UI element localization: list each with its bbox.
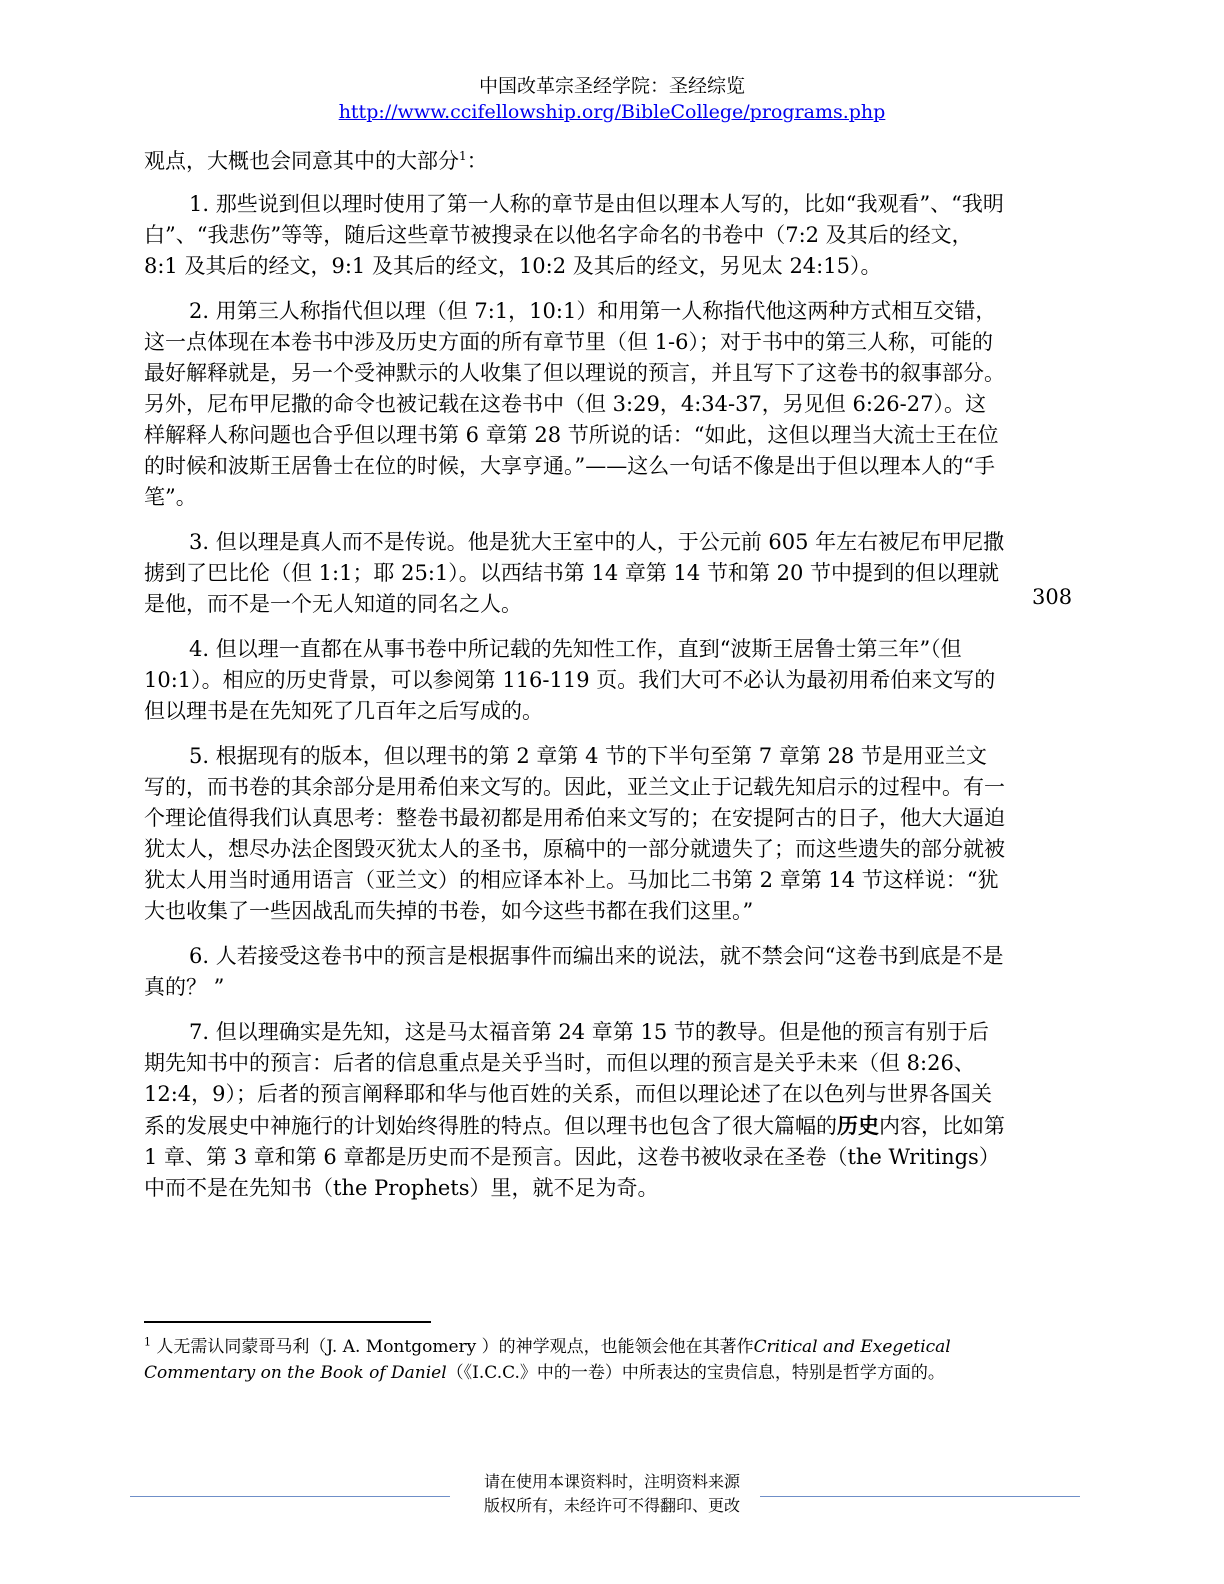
- header-title: 中国改革宗圣经学院：圣经综览: [478, 75, 745, 97]
- footer-line-1: 请在使用本课资料时，注明资料来源: [483, 1472, 740, 1491]
- body-text: [144, 146, 1006, 1218]
- paragraph-7-bold: 历史: [837, 1113, 879, 1138]
- footnote-text-b: （《I.C.C.》中的一卷）中所表达的宝贵信息，特别是哲学方面的。: [446, 1363, 945, 1383]
- paragraph-7-text-b: 内容，比如第 1 章、第 3 章和第 6 章都是历史而不是预言。因此，这卷书被收录在圣卷（the Writings）中而不是在先知书（the Prophets）里，就不足为奇。: [144, 1114, 1005, 1200]
- footnote-text-a: 人无需认同蒙哥马利（J. A. Montgomery ）的神学观点，也能领会他在其著作: [151, 1337, 754, 1357]
- footer-line-2: 版权所有，未经许可不得翻印、更改: [483, 1496, 740, 1515]
- paragraph-6: 6. 人若接受这卷书中的预言是根据事件而编出来的说法，就不禁会问“这卷书到底是不是真的？ ”: [144, 944, 1004, 999]
- lead-text: 观点，大概也会同意其中的大部分: [144, 149, 459, 173]
- page-footer: [0, 1470, 1224, 1518]
- footnote-divider: [144, 1321, 431, 1323]
- paragraph-7-text-a: 7. 但以理确实是先知，这是马太福音第 24 章第 15 节的教导。但是他的预言有别于后期先知书中的预言：后者的信息重点是关乎当时，而但以理的预言是关乎未来（但 8:26、12:4，9）；后者的预言阐释耶和华与他百姓的关系，而但以理论述了在以色列与世界各国关系的发展史中神施行的计划始终得胜的特点。但以理书也包含了很大篇幅的: [144, 1020, 993, 1138]
- lead-paragraph: [144, 146, 1006, 177]
- footnote-book-title: Critical and Exegetical Commentary on the Book of Daniel: [144, 1337, 951, 1383]
- page-number: 308: [1032, 585, 1073, 609]
- paragraph-2: 2. 用第三人称指代但以理（但 7:1，10:1）和用第一人称指代他这两种方式相互交错，这一点体现在本卷书中涉及历史方面的所有章节里（但 1-6）；对于书中的第三人称，可能的最好解释就是，另一个受神默示的人收集了但以理说的预言，并且写下了这卷书的叙事部分。另外，尼布甲尼撒的命令也被记载在这卷书中（但 3:29，4:34-37，另见但 6:26-27）。这样解释人称问题也合乎但以理书第 6 章第 28 节所说的话：“如此，这但以理当大流士王在位的时候和波斯王居鲁士在位的时候，大享亨通。”——这么一句话不像是出于但以理本人的“手笔”。: [144, 299, 1005, 509]
- paragraph-3: 3. 但以理是真人而不是传说。他是犹大王室中的人，于公元前 605 年左右被尼布甲尼撒掳到了巴比伦（但 1:1；耶 25:1）。以西结书第 14 章第 14 节和第 20 节中提到的但以理就是他，而不是一个无人知道的同名之人。: [144, 530, 1005, 616]
- paragraph-4: 4. 但以理一直都在从事书卷中所记载的先知性工作，直到“波斯王居鲁士第三年”（但 10:1）。相应的历史背景，可以参阅第 116-119 页。我们大可不必认为最初用希伯来文写的但以理书是在先知死了几百年之后写成的。: [144, 637, 996, 723]
- page-header: [0, 72, 1224, 124]
- footnote-ref[interactable]: 1: [459, 149, 467, 163]
- footnote: [144, 1334, 1014, 1386]
- paragraph-5: 5. 根据现有的版本，但以理书的第 2 章第 4 节的下半句至第 7 章第 28 节是用亚兰文写的，而书卷的其余部分是用希伯来文写的。因此，亚兰文止于记载先知启示的过程中。有一个理论值得我们认真思考：整卷书最初都是用希伯来文写的；在安提阿古的日子，他大大逼迫犹太人，想尽办法企图毁灭犹太人的圣书，原稿中的一部分就遗失了；而这些遗失的部分就被犹太人用当时通用语言（亚兰文）的相应译本补上。马加比二书第 2 章第 14 节这样说：“犹大也收集了一些因战乱而失掉的书卷，如今这些书都在我们这里。”: [144, 744, 1005, 923]
- header-url-link[interactable]: http://www.ccifellowship.org/BibleCollege/programs.php: [338, 101, 886, 123]
- footnote-number: 1: [144, 1335, 151, 1349]
- paragraph-1: 1. 那些说到但以理时使用了第一人称的章节是由但以理本人写的，比如“我观看”、“我明白”、“我悲伤”等等，随后这些章节被搜录在以他名字命名的书卷中（7:2 及其后的经文，8:1 及其后的经文，9:1 及其后的经文，10:2 及其后的经文，另见太 24:15）。: [144, 192, 1004, 278]
- lead-text-end: ：: [466, 149, 488, 173]
- paragraph-7: [144, 1017, 1006, 1204]
